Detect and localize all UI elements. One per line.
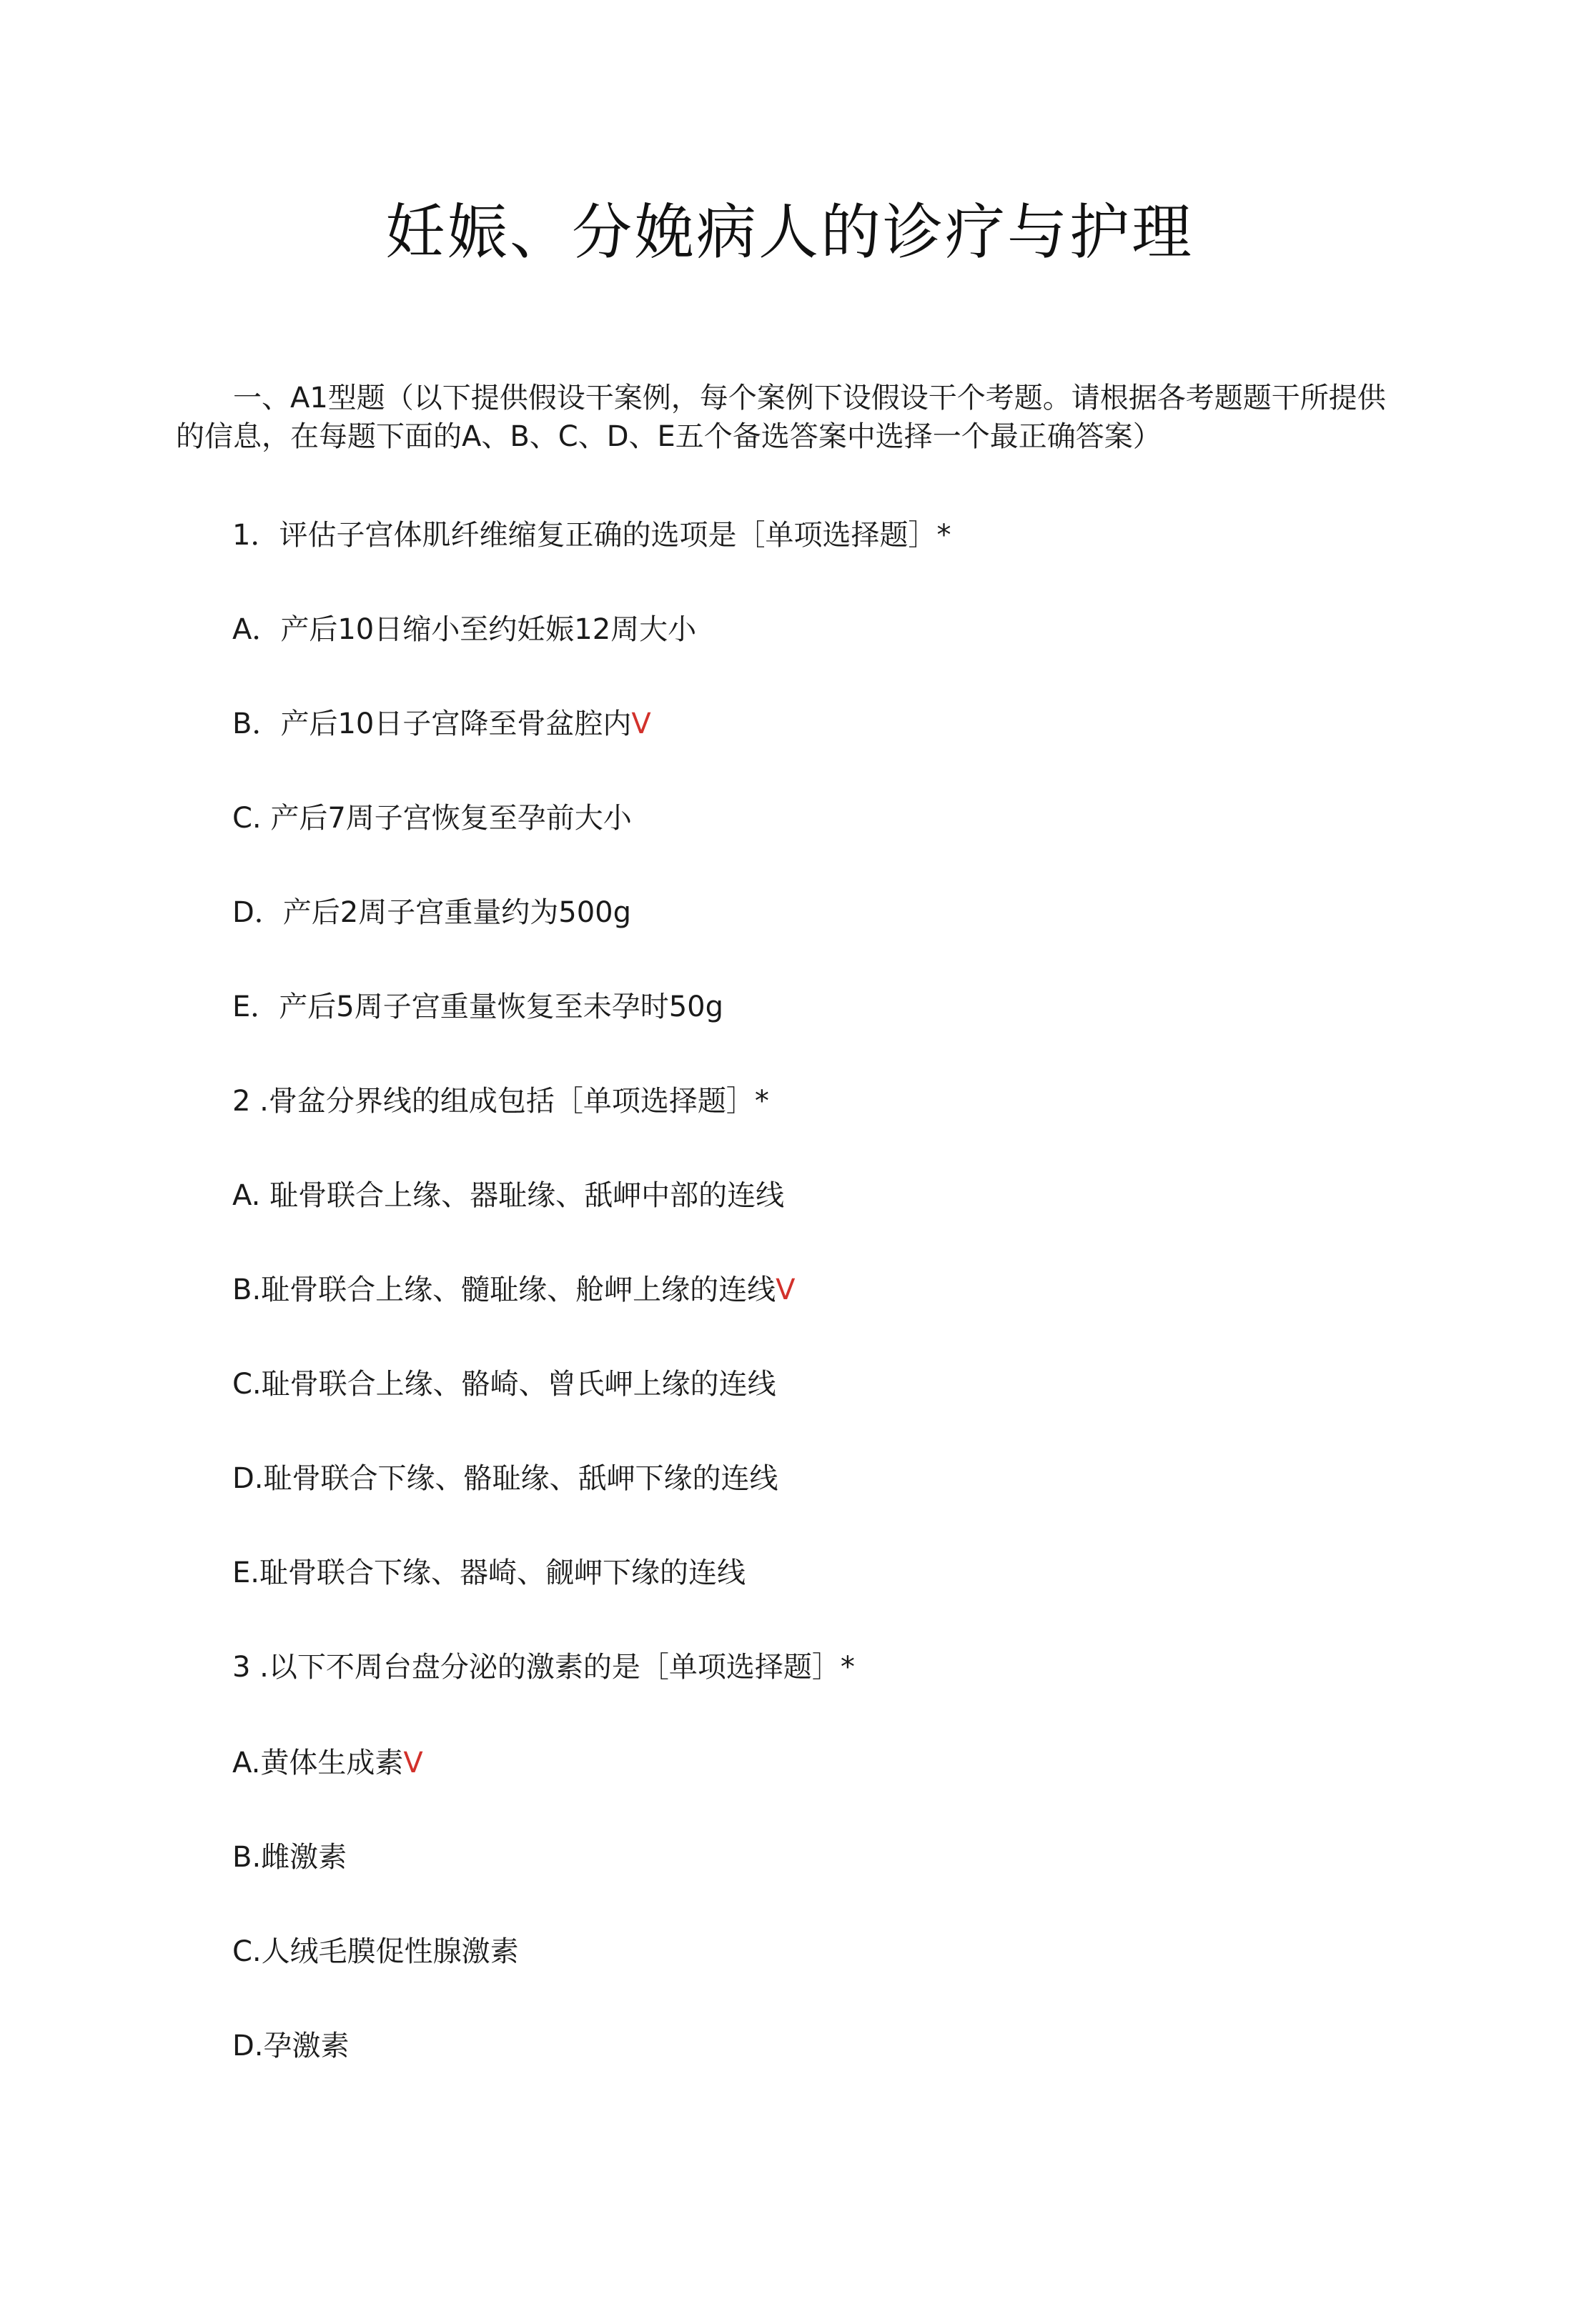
correct-answer-mark: V (776, 1273, 796, 1306)
correct-answer-mark: V (403, 1747, 423, 1779)
document-title: 妊娠、分娩病人的诊疗与护理 (385, 197, 1194, 267)
question-2-option-e: E.耻骨联合下缘、器崎、觎岬下缘的连线 (232, 1556, 746, 1589)
option-text: B．产后10日子宫降至骨盆腔内 (232, 707, 632, 740)
question-3-option-c: C.人绒毛膜促性腺激素 (232, 1935, 519, 1968)
question-2-option-c: C.耻骨联合上缘、骼崎、曾氏岬上缘的连线 (232, 1368, 776, 1401)
question-3-option-a (232, 1744, 423, 1782)
correct-answer-mark: V (631, 707, 651, 740)
question-2-option-a: A. 耻骨联合上缘、器耻缘、舐岬中部的连线 (232, 1179, 785, 1212)
question-2-option-b (232, 1271, 796, 1309)
question-1-option-a: A．产后10日缩小至约妊娠12周大小 (232, 613, 697, 646)
question-1-option-e: E．产后5周子宫重量恢复至未孕时50g (232, 990, 724, 1023)
question-1-option-d: D．产后2周子宫重量约为500g (232, 896, 631, 929)
question-1-stem: 1．评估子宫体肌纤维缩复正确的选项是［单项选择题］* (232, 519, 951, 552)
question-2-option-d: D.耻骨联合下缘、骼耻缘、舐岬下缘的连线 (232, 1462, 778, 1495)
option-text: B.耻骨联合上缘、髓耻缘、舱岬上缘的连线 (232, 1273, 776, 1306)
question-2-stem: 2 .骨盆分界线的组成包括［单项选择题］* (232, 1085, 769, 1118)
section-intro: 一、A1型题（以下提供假设干案例，每个案例下设假设干个考题。请根据各考题题干所提供的信息，在每题下面的A、B、C、D、E五个备选答案中选择一个最正确答案） (176, 382, 1386, 453)
question-1-option-b (232, 705, 651, 743)
question-3-option-b: B.雌激素 (232, 1841, 347, 1874)
question-3-option-d: D.孕激素 (232, 2030, 350, 2062)
option-text: A.黄体生成素 (232, 1747, 404, 1779)
question-1-option-c: C. 产后7周子宫恢复至孕前大小 (232, 802, 632, 835)
question-3-stem: 3 .以下不周台盘分泌的激素的是［单项选择题］* (232, 1651, 855, 1684)
